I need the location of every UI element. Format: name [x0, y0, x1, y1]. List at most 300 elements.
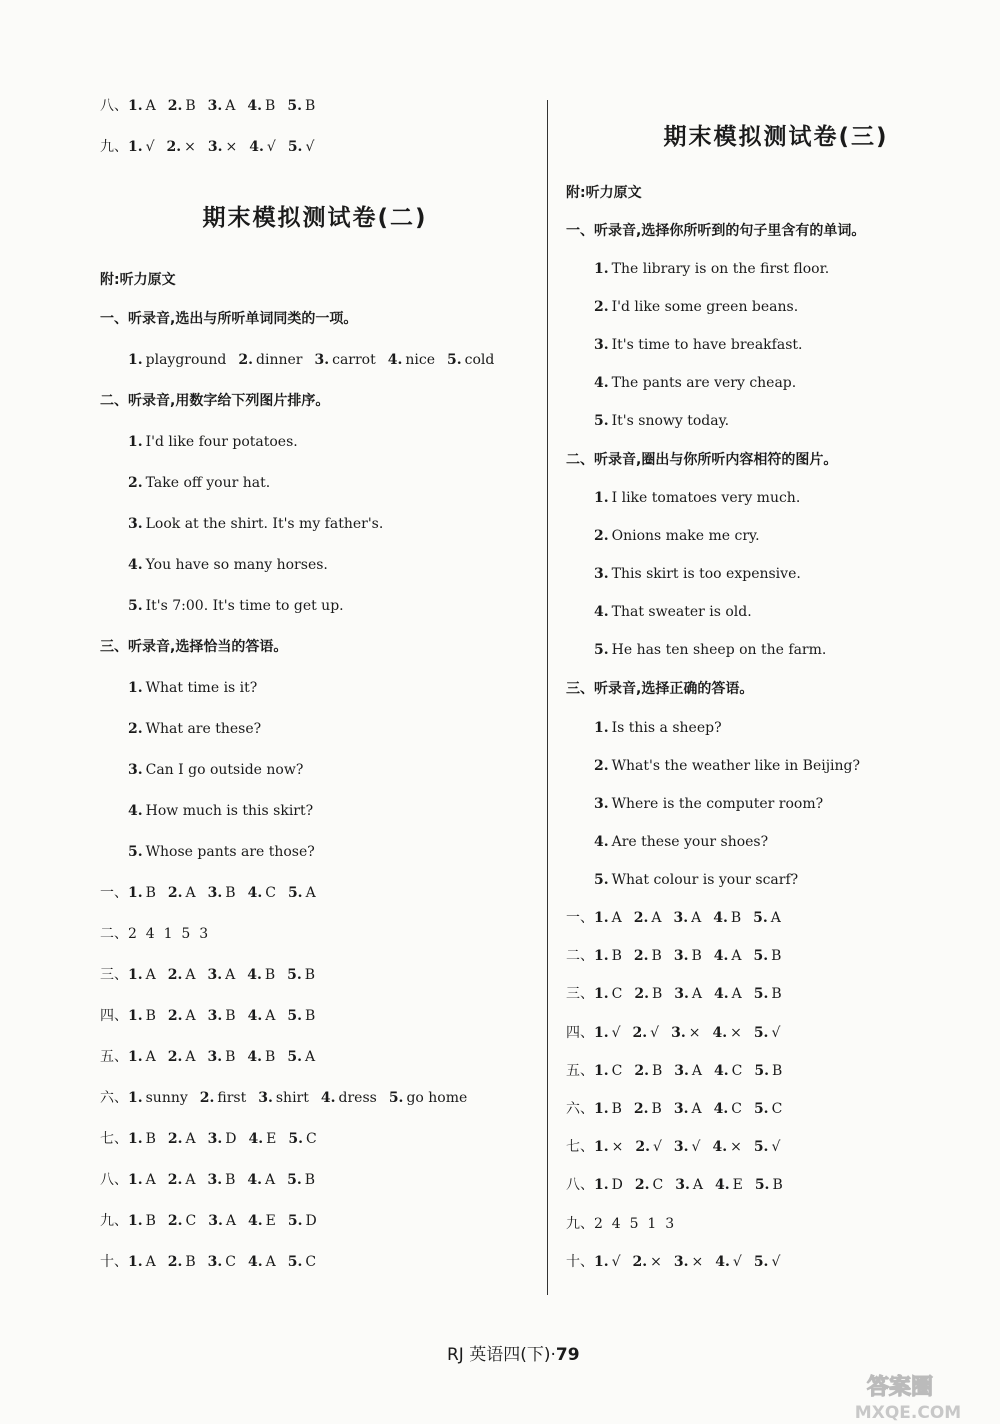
answer-row	[100, 1212, 329, 1230]
answer-label: 四、	[566, 1024, 594, 1041]
item-text: Are these your shoes?	[611, 834, 769, 850]
item-number: 3.	[594, 796, 609, 812]
answer-row	[100, 925, 208, 943]
transcript-line	[594, 719, 722, 737]
item-number: 2.	[166, 139, 182, 155]
answer-label: 七、	[566, 1139, 594, 1156]
item-number: 1.	[594, 1139, 609, 1156]
item-number: 5.	[287, 1172, 302, 1188]
item-value: B	[225, 1049, 236, 1065]
answer-item	[594, 1254, 621, 1270]
item-number: 4.	[247, 967, 262, 983]
answer-item	[168, 1049, 196, 1065]
item-text: I'd like some green beans.	[611, 299, 799, 315]
item-number: 1.	[594, 490, 609, 506]
item-value: B	[145, 1213, 156, 1229]
item-value: D	[305, 1213, 317, 1229]
answer-row	[100, 1171, 327, 1189]
item-value: B	[145, 885, 156, 901]
transcript-line	[594, 336, 802, 354]
item-text: dinner	[256, 352, 303, 368]
item-value: D	[225, 1131, 237, 1147]
item-value: ×	[730, 1139, 742, 1156]
item-number: 4.	[714, 1062, 729, 1079]
answer-item	[714, 1063, 742, 1079]
item-number: 5.	[287, 1008, 302, 1024]
answer-label: 九、	[100, 1213, 128, 1229]
item-number: 5.	[287, 1049, 302, 1065]
item-number: 4.	[713, 1101, 729, 1117]
item-number: 5.	[753, 1101, 769, 1117]
item-number: 1.	[128, 98, 143, 114]
answer-row	[566, 909, 793, 927]
item-number: 5.	[447, 352, 462, 368]
answer-item	[715, 1254, 742, 1270]
item-number: 3.	[673, 1253, 689, 1270]
watermark-url: MXQE.COM	[854, 1403, 962, 1423]
item-value: √	[611, 1253, 621, 1270]
item-value: A	[185, 1172, 196, 1188]
item-value: dress	[338, 1090, 377, 1106]
answer-item	[208, 1131, 237, 1147]
item-value: B	[304, 967, 316, 983]
item-number: 3.	[673, 910, 689, 926]
item-number: 1.	[128, 967, 143, 983]
item-number: 2.	[633, 1101, 649, 1117]
answer-item	[247, 1172, 275, 1188]
answer-item	[248, 1008, 276, 1024]
item-number: 3.	[207, 1131, 223, 1147]
answer-item	[208, 885, 236, 901]
answer-item	[168, 1254, 196, 1270]
item-value: A	[770, 910, 781, 926]
appendix-label: 附:听力原文	[566, 185, 642, 201]
item-number: 1.	[594, 1177, 609, 1194]
item-number: 3.	[207, 139, 223, 155]
item-number: 5.	[754, 1177, 770, 1194]
item-value: B	[651, 986, 663, 1003]
item-number: 5.	[288, 1131, 304, 1147]
answer-item	[168, 885, 196, 901]
test-title: 期末模拟测试卷(三)	[663, 124, 889, 150]
item-value: B	[771, 948, 782, 965]
item-value: B	[225, 1008, 236, 1024]
item-value: C	[265, 885, 276, 901]
answer-item	[287, 1008, 315, 1024]
answer-item	[674, 948, 702, 964]
answer-item	[754, 1139, 781, 1155]
item-value: B	[651, 1062, 663, 1079]
answer-item	[168, 1172, 196, 1188]
item-number: 5.	[287, 885, 303, 901]
item-text: It's time to have breakfast.	[611, 337, 803, 353]
answer-row	[566, 985, 794, 1003]
item-text: You have so many horses.	[145, 557, 328, 573]
item-number: 4.	[713, 948, 729, 965]
item-number: 5.	[754, 1062, 769, 1079]
transcript-line	[594, 833, 768, 851]
item-value: E	[732, 1177, 743, 1194]
item-number: 3.	[207, 885, 223, 901]
item-value: B	[265, 98, 276, 114]
item-number: 2.	[167, 1172, 183, 1188]
item-number: 5.	[287, 1213, 303, 1229]
answer-item	[288, 1131, 316, 1147]
answer-item	[634, 910, 662, 926]
item-value: B	[145, 1008, 156, 1024]
transcript-line	[594, 871, 798, 889]
item-number: 2.	[167, 98, 183, 114]
item-number: 4.	[247, 1172, 263, 1188]
item-number: 4.	[320, 1090, 336, 1106]
answer-row	[566, 947, 793, 965]
item-number: 1.	[594, 1101, 609, 1117]
answer-item	[168, 967, 196, 983]
item-number: 1.	[128, 1049, 143, 1065]
answer-label: 四、	[100, 1008, 128, 1024]
transcript-line	[594, 374, 796, 392]
answer-item	[248, 885, 276, 901]
item-value: √	[650, 1024, 660, 1041]
answer-item	[288, 1213, 317, 1229]
item-value: A	[692, 1177, 703, 1194]
item-value: A	[691, 986, 703, 1003]
item-number: 1.	[128, 1172, 143, 1188]
answer-item	[634, 948, 662, 964]
item-number: 4.	[712, 1024, 728, 1041]
answer-item	[208, 1172, 236, 1188]
transcript-line	[128, 515, 383, 533]
item-number: 3.	[673, 1139, 689, 1156]
item-value: B	[145, 1131, 156, 1147]
answer-item	[633, 1254, 662, 1270]
page-footer	[447, 1340, 580, 1365]
answer-item	[594, 986, 622, 1002]
answer-item	[208, 1254, 236, 1270]
item-value: A	[185, 885, 196, 901]
item-value: A	[731, 948, 742, 965]
answer-label: 五、	[566, 1062, 594, 1079]
answer-item	[754, 1063, 782, 1079]
item-value: B	[265, 1049, 276, 1065]
item-text: It's 7:00. It's time to get up.	[145, 598, 344, 614]
item-number: 2.	[167, 1254, 183, 1270]
item-value: B	[730, 910, 742, 926]
item-number: 3.	[594, 337, 609, 353]
item-number: 4.	[248, 1131, 264, 1147]
item-value: √	[266, 139, 276, 155]
answer-row	[566, 1024, 792, 1042]
item-value: A	[611, 910, 622, 926]
answer-item	[128, 1172, 156, 1188]
item-number: 2.	[167, 967, 183, 983]
item-number: 2.	[594, 299, 609, 315]
answer-item	[128, 885, 156, 901]
item-value: C	[731, 1101, 742, 1117]
item-value: D	[611, 1177, 623, 1194]
item-number: 3.	[673, 948, 689, 965]
item-number: 5.	[594, 872, 609, 888]
item-number: 4.	[713, 910, 728, 926]
item-text: It's snowy today.	[611, 413, 730, 429]
item-number: 1.	[594, 948, 609, 965]
item-number: 3.	[207, 967, 223, 983]
item-value: C	[306, 1131, 317, 1147]
answer-item	[675, 1177, 703, 1193]
item-number: 5.	[287, 98, 302, 114]
item-value: B	[225, 1172, 236, 1188]
item-value: shirt	[275, 1090, 309, 1106]
item-number: 2.	[594, 528, 609, 544]
answer-item	[128, 1213, 156, 1229]
item-text: What time is it?	[145, 680, 258, 696]
transcript-line	[594, 565, 801, 583]
item-number: 3.	[594, 566, 609, 582]
item-text: That sweater is old.	[611, 604, 752, 620]
word-item	[388, 352, 435, 368]
item-number: 1.	[594, 1253, 609, 1270]
item-number: 3.	[673, 1101, 689, 1117]
item-number: 4.	[387, 352, 403, 368]
item-number: 5.	[287, 139, 303, 155]
item-value: B	[691, 948, 702, 965]
item-text: What's the weather like in Beijing?	[611, 758, 861, 774]
answer-item	[594, 1025, 621, 1041]
item-number: 1.	[128, 1008, 143, 1024]
item-value: C	[185, 1213, 197, 1229]
transcript-line	[594, 757, 860, 775]
answer-row	[566, 1100, 794, 1118]
item-number: 4.	[248, 1213, 263, 1229]
answer-item	[753, 910, 781, 926]
section-heading: 一、听录音,选择你所听到的句子里含有的单词。	[566, 223, 866, 239]
item-value: ×	[611, 1139, 624, 1156]
item-value: A	[304, 1049, 316, 1065]
item-value: √	[145, 139, 155, 155]
answer-row	[100, 1089, 479, 1107]
answer-item	[714, 1101, 742, 1117]
answer-item	[754, 948, 782, 964]
item-number: 1.	[128, 139, 143, 155]
answer-item	[714, 986, 742, 1002]
answer-label: 七、	[100, 1131, 128, 1147]
answer-item	[674, 1101, 702, 1117]
answer-label: 九、	[566, 1215, 594, 1232]
item-number: 5.	[388, 1090, 404, 1106]
item-value: A	[691, 910, 702, 926]
answer-item	[674, 1254, 703, 1270]
item-value: A	[185, 967, 196, 983]
item-text: How much is this skirt?	[145, 803, 314, 819]
item-number: 3.	[674, 1062, 689, 1079]
item-number: 2.	[167, 1049, 183, 1065]
transcript-line	[594, 298, 798, 316]
answer-row	[566, 1138, 792, 1156]
appendix-label: 附:听力原文	[100, 272, 176, 288]
item-value: A	[185, 1131, 196, 1147]
answer-item	[208, 98, 236, 114]
answer-item	[633, 1025, 660, 1041]
answer-item	[128, 139, 155, 155]
item-number: 3.	[207, 98, 223, 114]
answer-row	[100, 1048, 327, 1066]
item-number: 5.	[753, 910, 768, 926]
answer-item	[674, 910, 702, 926]
item-text: Can I go outside now?	[145, 762, 304, 778]
item-number: 3.	[208, 1213, 223, 1229]
item-number: 5.	[753, 1253, 769, 1270]
item-number: 2.	[634, 1062, 649, 1079]
answer-item	[200, 1090, 246, 1106]
item-number: 4.	[712, 1139, 728, 1156]
answer-item	[248, 1254, 276, 1270]
item-number: 5.	[753, 986, 769, 1003]
item-text: The library is on the first floor.	[611, 261, 830, 277]
answer-item	[321, 1090, 377, 1106]
watermark-logo	[830, 1370, 990, 1424]
item-number: 2.	[167, 1008, 183, 1024]
item-value: A	[185, 1049, 196, 1065]
answer-item	[671, 1025, 700, 1041]
item-number: 1.	[128, 885, 143, 901]
item-value: √	[305, 139, 315, 155]
word-list	[128, 351, 506, 369]
answer-item	[249, 1131, 277, 1147]
answer-item	[128, 1049, 156, 1065]
item-text: Where is the computer room?	[611, 796, 824, 812]
item-value: √	[732, 1253, 742, 1270]
answer-item	[208, 1008, 236, 1024]
transcript-line	[128, 679, 257, 697]
transcript-line	[594, 527, 760, 545]
answer-item	[249, 139, 276, 155]
item-value: B	[185, 1254, 196, 1270]
answer-item	[128, 1131, 156, 1147]
item-value: B	[772, 1177, 783, 1194]
item-value: A	[145, 967, 156, 983]
transcript-line	[128, 843, 315, 861]
item-number: 1.	[594, 1024, 609, 1041]
answer-item	[287, 1049, 315, 1065]
item-value: √	[691, 1139, 701, 1156]
item-value: B	[304, 98, 316, 114]
answer-row	[566, 1253, 792, 1271]
item-number: 5.	[128, 598, 143, 614]
answer-item	[168, 1131, 196, 1147]
answer-label: 九、	[100, 139, 128, 155]
item-number: 5.	[287, 967, 302, 983]
answer-item	[168, 98, 196, 114]
answer-item	[287, 98, 315, 114]
item-value: C	[225, 1254, 237, 1270]
item-value: B	[651, 948, 662, 965]
answer-item	[168, 1008, 196, 1024]
answer-item	[287, 1172, 315, 1188]
answer-item	[635, 1139, 662, 1155]
item-value: √	[611, 1024, 621, 1041]
answer-item	[754, 986, 782, 1002]
item-number: 2.	[167, 885, 183, 901]
answer-item	[713, 910, 741, 926]
answer-row	[100, 1253, 328, 1271]
item-value: B	[611, 1101, 622, 1117]
item-value: C	[611, 1062, 623, 1079]
item-number: 3.	[314, 352, 330, 368]
item-value: ×	[730, 1024, 742, 1041]
transcript-line	[128, 474, 270, 492]
item-number: 1.	[594, 1062, 609, 1079]
item-value: A	[145, 1049, 156, 1065]
item-value: A	[145, 98, 156, 114]
answer-item	[634, 1101, 662, 1117]
answer-item	[594, 910, 622, 926]
answer-label: 十、	[566, 1253, 594, 1270]
word-item	[128, 352, 226, 368]
item-number: 3.	[674, 986, 689, 1003]
answer-item	[754, 1101, 782, 1117]
item-text: Look at the shirt. It's my father's.	[145, 516, 384, 532]
answer-item	[128, 967, 156, 983]
answer-item	[287, 967, 315, 983]
item-value: C	[652, 1177, 664, 1194]
item-value: sunny	[145, 1090, 188, 1106]
item-number: 4.	[247, 98, 263, 114]
item-value: B	[771, 1062, 783, 1079]
transcript-line	[128, 802, 313, 820]
transcript-line	[128, 556, 328, 574]
item-value: ×	[650, 1253, 662, 1270]
item-number: 2.	[635, 1139, 650, 1156]
answer-item	[754, 1254, 781, 1270]
item-value: ×	[184, 139, 196, 155]
answer-item	[208, 1049, 236, 1065]
answer-label: 十、	[100, 1254, 128, 1270]
answer-item	[594, 1139, 623, 1155]
section-heading: 三、听录音,选择正确的答语。	[566, 681, 754, 697]
answer-item	[288, 885, 316, 901]
answer-item	[168, 1213, 196, 1229]
item-text: He has ten sheep on the farm.	[611, 642, 827, 658]
item-value: E	[265, 1213, 276, 1229]
answer-item	[389, 1090, 467, 1106]
answer-item	[128, 1254, 156, 1270]
item-number: 1.	[594, 720, 609, 736]
item-value: ×	[688, 1024, 701, 1041]
item-number: 4.	[714, 986, 729, 1003]
answer-row	[100, 884, 328, 902]
item-value: A	[225, 1213, 237, 1229]
item-number: 5.	[128, 844, 143, 860]
answer-item	[258, 1090, 309, 1106]
item-value: A	[145, 1254, 156, 1270]
item-text: The pants are very cheap.	[611, 375, 797, 391]
item-value: ×	[225, 139, 238, 155]
page-number: 79	[555, 1345, 580, 1365]
item-value: first	[217, 1090, 247, 1106]
item-number: 2.	[633, 910, 649, 926]
item-value: B	[264, 967, 276, 983]
item-number: 2.	[632, 1253, 648, 1270]
answer-sequence: 2 4 1 5 3	[128, 926, 209, 942]
section-heading: 二、听录音,用数字给下列图片排序。	[100, 393, 330, 409]
answer-label: 二、	[100, 926, 128, 942]
transcript-line	[594, 489, 800, 507]
item-text: This skirt is too expensive.	[611, 566, 801, 582]
answer-label: 八、	[566, 1177, 594, 1194]
item-number: 5.	[594, 413, 609, 429]
word-item	[447, 352, 494, 368]
answer-row	[566, 1176, 795, 1194]
